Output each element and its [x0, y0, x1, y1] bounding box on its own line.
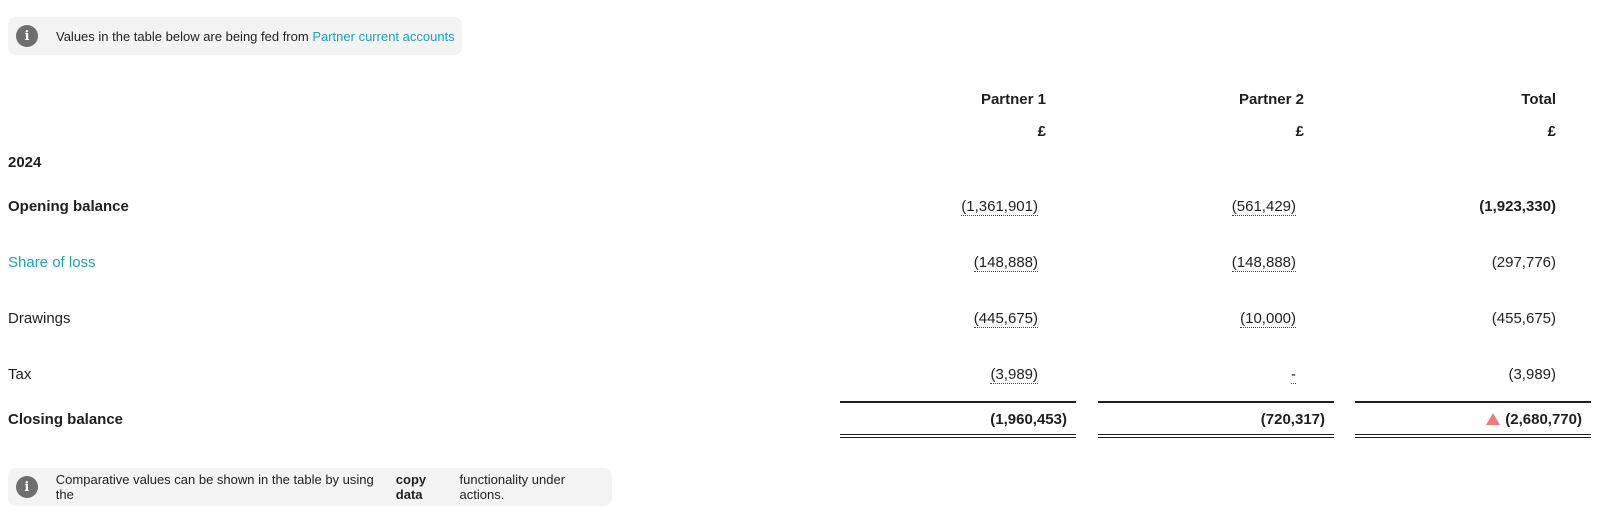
copy-data-emphasis: copy data — [395, 472, 427, 502]
share-of-loss-partner-1[interactable]: (148,888) — [973, 254, 1038, 271]
opening-balance-partner-1[interactable]: (1,361,901) — [961, 198, 1038, 215]
tax-partner-1[interactable]: (3,989) — [990, 366, 1038, 383]
info-icon: i — [16, 25, 38, 47]
row-label-tax: Tax — [8, 366, 32, 383]
currency-partner-1: £ — [1037, 123, 1046, 140]
drawings-total: (455,675) — [1491, 310, 1556, 327]
currency-total: £ — [1547, 123, 1556, 140]
closing-balance-partner-1: (1,960,453) — [990, 411, 1067, 428]
opening-balance-total: (1,923,330) — [1479, 198, 1556, 215]
double-rule-partner-1 — [840, 434, 1076, 435]
share-of-loss-partner-2[interactable]: (148,888) — [1231, 254, 1296, 271]
row-label-closing-balance: Closing balance — [8, 411, 124, 428]
info-banner-bottom: i Comparative values can be shown in the table by using the copy data functionality under actions. — [8, 468, 612, 506]
info-icon: i — [16, 476, 38, 498]
column-header-partner-1: Partner 1 — [980, 91, 1046, 108]
tax-total: (3,989) — [1508, 366, 1556, 383]
total-rule-partner-2 — [1098, 401, 1334, 403]
row-label-drawings: Drawings — [8, 310, 71, 327]
total-rule-partner-1 — [840, 401, 1076, 403]
closing-balance-total[interactable]: (2,680,770) — [1382, 411, 1582, 428]
warning-triangle-icon[interactable] — [1486, 413, 1500, 425]
double-rule-total — [1355, 434, 1591, 435]
partner-current-accounts-link[interactable]: Partner current accounts — [312, 28, 455, 44]
drawings-partner-2[interactable]: (10,000) — [1240, 310, 1296, 327]
info-banner-top — [8, 17, 462, 55]
closing-balance-partner-2: (720,317) — [1260, 411, 1325, 428]
tax-partner-2[interactable]: - — [1291, 366, 1296, 383]
drawings-partner-1[interactable]: (445,675) — [973, 310, 1038, 327]
double-rule-partner-2 — [1098, 434, 1334, 435]
total-rule-total — [1355, 401, 1591, 403]
currency-partner-2: £ — [1295, 123, 1304, 140]
info-text: Values in the table below are being fed from — [56, 28, 309, 44]
row-label-opening-balance: Opening balance — [8, 198, 129, 215]
share-of-loss-total: (297,776) — [1491, 254, 1556, 271]
row-label-share-of-loss[interactable]: Share of loss — [8, 254, 96, 271]
opening-balance-partner-2[interactable]: (561,429) — [1231, 198, 1296, 215]
column-header-partner-2: Partner 2 — [1238, 91, 1304, 108]
year-heading: 2024 — [8, 154, 42, 171]
column-header-total: Total — [1521, 91, 1556, 108]
